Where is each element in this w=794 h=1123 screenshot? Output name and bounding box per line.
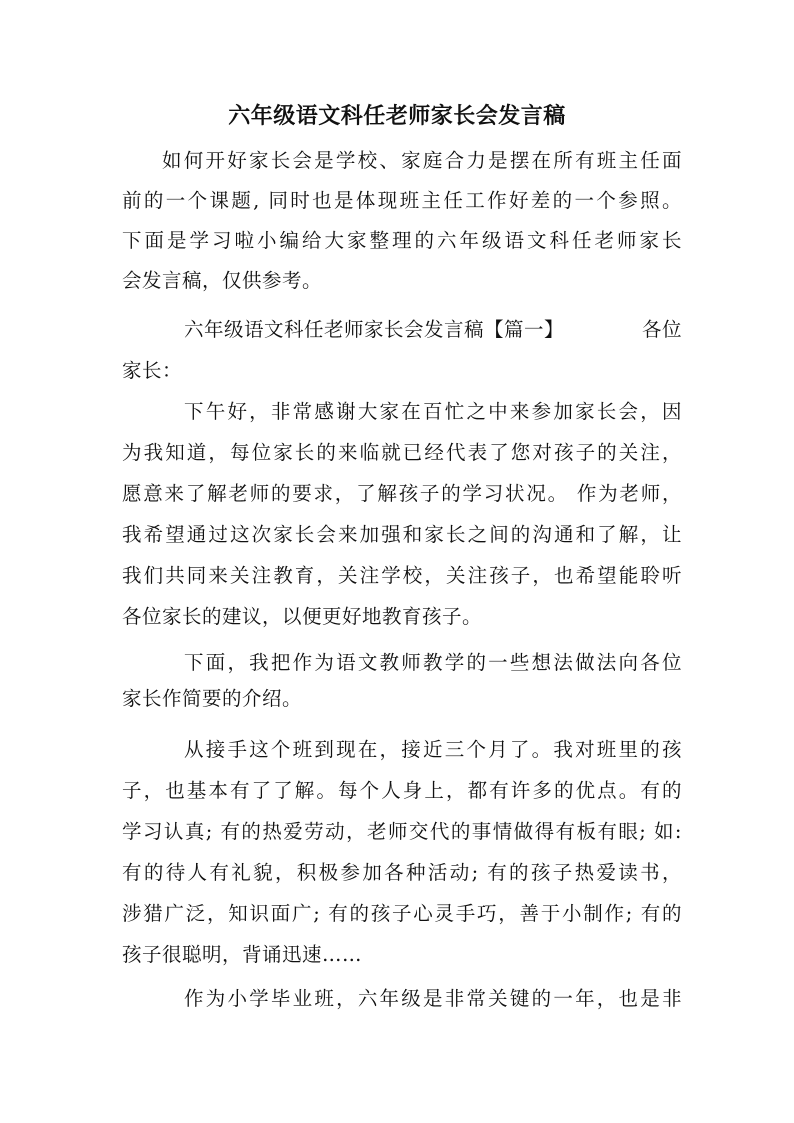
paragraph-line: 涉猎广泛，知识面广; 有的孩子心灵手巧，善于小制作; 有的	[122, 902, 682, 925]
paragraph-line: 愿意来了解老师的要求，了解孩子的学习状况。 作为老师，	[122, 482, 682, 505]
paragraph-line: 前的一个课题, 同时也是体现班主任工作好差的一个参照。	[122, 189, 682, 212]
document-title: 六年级语文科任老师家长会发言稿	[228, 103, 566, 129]
paragraph-line: 下面，我把作为语文教师教学的一些想法做法向各位	[184, 651, 682, 674]
paragraph-line: 下午好，非常感谢大家在百忙之中来参加家长会，因	[184, 400, 682, 423]
paragraph-line: 如何开好家长会是学校、家庭合力是摆在所有班主任面	[162, 149, 682, 172]
paragraph-line: 我希望通过这次家长会来加强和家长之间的沟通和了解，让	[122, 523, 682, 546]
paragraph-line: 下面是学习啦小编给大家整理的六年级语文科任老师家长	[122, 229, 682, 252]
paragraph-line: 家长作简要的介绍。	[122, 687, 303, 710]
paragraph-line: 学习认真; 有的热爱劳动，老师交代的事情做得有板有眼; 如:	[122, 820, 682, 843]
paragraph-line: 子，也基本有了了解。每个人身上，都有许多的优点。有的	[122, 779, 682, 802]
paragraph-line: 作为小学毕业班，六年级是非常关键的一年，也是非	[184, 987, 682, 1010]
section-heading-line	[122, 315, 682, 345]
section-heading: 六年级语文科任老师家长会发言稿【篇一】	[184, 318, 565, 341]
greeting-start: 各位	[641, 318, 682, 341]
paragraph-line: 各位家长的建议，以便更好地教育孩子。	[122, 605, 483, 628]
paragraph-line: 孩子很聪明，背诵迅速……	[122, 943, 363, 966]
paragraph-line: 我们共同来关注教育，关注学校，关注孩子，也希望能聆听	[122, 564, 682, 587]
paragraph-line: 有的待人有礼貌，积极参加各种活动; 有的孩子热爱读书，	[122, 861, 682, 884]
paragraph-line: 从接手这个班到现在，接近三个月了。我对班里的孩	[184, 738, 682, 761]
paragraph-line: 会发言稿，仅供参考。	[122, 269, 323, 292]
paragraph-line: 为我知道，每位家长的来临就已经代表了您对孩子的关注，	[122, 441, 682, 464]
greeting-line: 家长：	[122, 359, 183, 382]
